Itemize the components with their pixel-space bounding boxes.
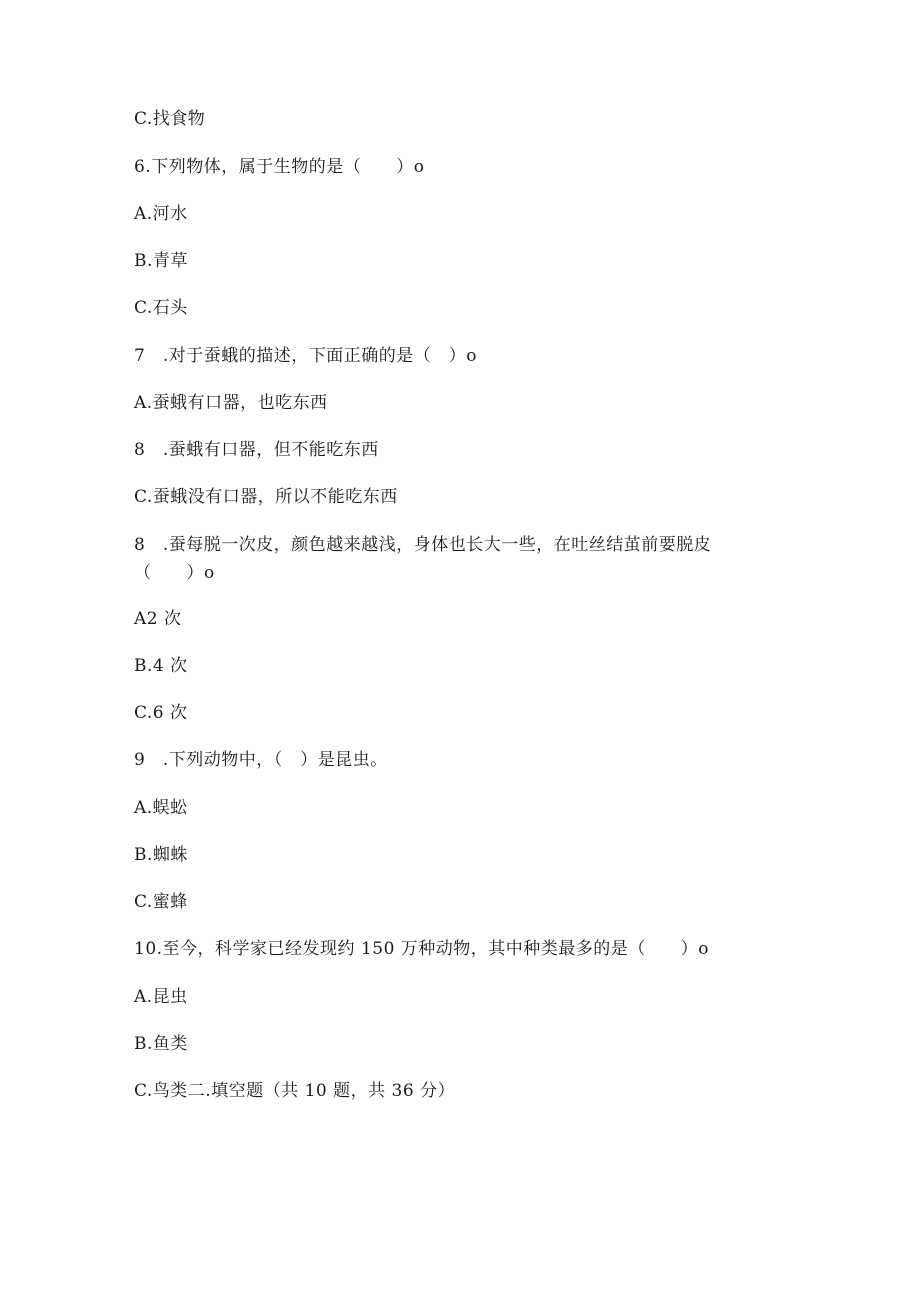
q7-option-a: A.蚕蛾有口器，也吃东西: [134, 393, 328, 413]
q7-option-c: C.蚕蛾没有口器，所以不能吃东西: [134, 487, 398, 507]
q10-option-a: A.昆虫: [134, 987, 188, 1007]
q6-option-c: C.石头: [134, 298, 188, 318]
q10-question: 10.至今，科学家已经发现约 150 万种动物，其中种类最多的是（ ）o: [134, 939, 710, 959]
q6-option-a: A.河水: [134, 204, 188, 224]
q8-option-a: A2 次: [134, 609, 182, 629]
q8-option-b: B.4 次: [134, 656, 188, 676]
q10-option-b: B.鱼类: [134, 1034, 188, 1054]
q7-option-b: 8 .蚕蛾有口器，但不能吃东西: [134, 440, 379, 460]
q9-question: 9 .下列动物中，（ ）是昆虫。: [134, 750, 388, 770]
q10-option-c-and-section-heading: C.鸟类二.填空题（共 10 题，共 36 分）: [134, 1081, 456, 1101]
q8-option-c: C.6 次: [134, 703, 188, 723]
q9-option-b: B.蜘蛛: [134, 845, 188, 865]
q7-question: 7 .对于蚕蛾的描述，下面正确的是（ ）o: [134, 346, 477, 366]
q6-question: 6.下列物体，属于生物的是（ ）o: [134, 157, 425, 177]
q9-option-c: C.蜜蜂: [134, 892, 188, 912]
q8-question-continued: （ ）o: [134, 563, 215, 583]
q8-question: 8 .蚕每脱一次皮，颜色越来越浅，身体也长大一些，在吐丝结茧前要脱皮: [134, 535, 712, 555]
q5-option-c: C.找食物: [134, 109, 206, 129]
q9-option-a: A.蜈蚣: [134, 798, 188, 818]
q6-option-b: B.青草: [134, 251, 188, 271]
